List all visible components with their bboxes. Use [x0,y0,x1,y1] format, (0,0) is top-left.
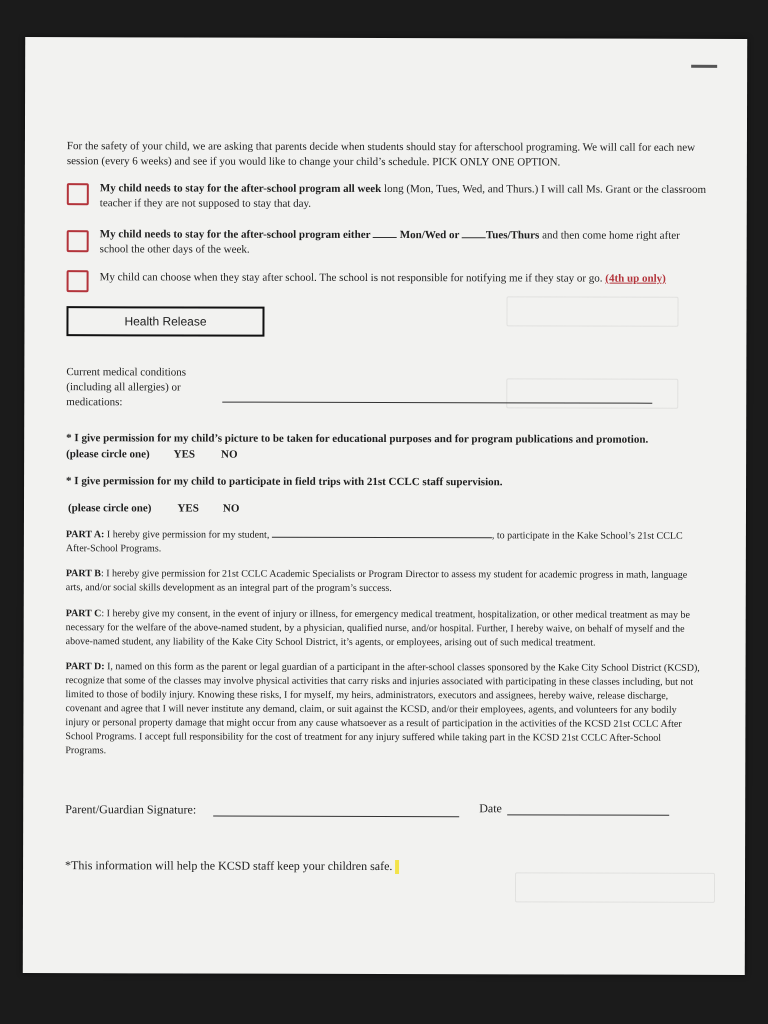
field-trip-no[interactable]: NO [222,502,240,515]
bleed-through-box [515,872,715,903]
checkbox-either[interactable] [67,230,89,252]
checkbox-all-week[interactable] [67,183,89,205]
field-trip-circle: (please circle one) YES NO [67,502,240,515]
part-c: PART C: I hereby give my consent, in the event of injury or illness, for emergency medical treatment, hospitalization, or other medical treatment as may be necessary for the welfare of the above-named student, by a physician, qualified nurse, and/or hospital. Further, I hereby waive, on behalf of myself and the above-named student, any liability of the Kake City School District, it’s agents, or employees, arising out of such medical treatment. [65,608,690,649]
part-d: PART D: I, named on this form as the parent or legal guardian of a participant in the after-school classes sponsored by the Kake City School District (KCSD), recognize that some of the classes may involve physical activities that carry risks and injuries associated with participating in these classes including, but not limited to those of bodily injury. Knowing these risks, I for myself, my heirs, administrators, executors and assignees, hereby waive, release discharge, covenant and agree that I will never institute any demand, claim, or suit against the KCSD, and/or their employees, agents, and volunteers for any bodily injury or personal property damage that might occur from any cause whatsoever as a result of participation in the activities of the KCSD 21st CCLC After School Programs. I accept full responsibility for the cost of treatment for any injury suffered while taking part in the KCSD 21st CCLC After-School Programs. [65,661,700,757]
picture-yes[interactable]: YES [173,448,196,461]
part-a: PART A: I hereby give permission for my student, , to participate in the Kake School’s 21st CCLC After-School Programs. [65,529,683,555]
medical-conditions-line[interactable] [222,402,652,404]
field-trip-permission: * I give permission for my child to participate in field trips with 21st CCLC staff supervision. [66,475,503,489]
date-label: Date [479,801,502,816]
picture-no[interactable]: NO [221,448,238,461]
bleed-through-box [506,378,678,408]
bleed-through-box [506,296,678,326]
blank-tues-thurs[interactable] [462,237,486,238]
field-trip-yes[interactable]: YES [177,502,199,515]
checkbox-choose[interactable] [67,270,89,292]
form-sheet: For the safety of your child, we are asking that parents decide when students should stay for afterschool programing. We will call for each new session (every 6 weeks) and see if you would like to change your child’s schedule. PICK ONLY ONE OPTION. My child needs to stay for the after-school program all week long (Mon, Tues, Wed, and Thurs.) I will call Ms. Grant or the classroom teacher if they are not supposed to stay that day. My child needs to stay for the after-school program either Mon/Wed or Tues/Thurs and then come home right after school the other days of the week. My child can choose when they stay after school. The school is not responsible for notifying me if they stay or go. (4th up only) Health Release Current medical conditions (including all allergies) or medications: * I give permission for my child’s picture to be taken for educational purposes and for program publications and promotion. (please circle one) YES NO * I give permission for my child to participate in field trips with 21st CCLC staff supervision. (please circle one) YES NO PART A: I hereby give permission for my student, , to participate in the Kake School’s 21st CCLC After-School Programs. PART B: I hereby give permission for 21st CCLC Academic Specialists or Program Director to assess my student for academic progress in math, language arts, and/or social skills development as an integral part of the program’s success. PART C: I hereby give my consent, in the event of injury or illness, for emergency medical treatment, hospitalization, or other medical treatment as may be necessary for the welfare of the above-named student, by a physician, qualified nurse, and/or hospital. Further, I hereby waive, on behalf of myself and the above-named student, any liability of the Kake City School District, it’s agents, or employees, arising out of such medical treatment. PART D: I, named on this form as the parent or legal guardian of a participant in the after-school classes sponsored by the Kake City School District (KCSD), recognize that some of the classes may involve physical activities that carry risks and injuries associated with participating in these classes including, but not limited to those of bodily injury. Knowing these risks, I for myself, my heirs, administrators, executors and assignees, hereby waive, release discharge, covenant and agree that I will never institute any demand, claim, or suit against the KCSD, and/or their employees, agents, and volunteers for any bodily injury or personal property damage that might occur from any cause whatsoever as a result of participation in the activities of the KCSD 21st CCLC After School Programs. I accept full responsibility for the cost of treatment for any injury suffered while taking part in the KCSD 21st CCLC After-School Programs. Parent/Guardian Signature: Date *This information will help the KCSD staff keep your children safe. [23,37,747,975]
footer-note: *This information will help the KCSD staff keep your children safe. [65,857,399,874]
picture-permission: * I give permission for my child’s picture to be taken for educational purposes and for program publications and promotion. (please circle one) YES NO [66,432,649,461]
student-name-line[interactable] [272,537,492,539]
signature-line[interactable] [213,816,459,818]
health-release-heading: Health Release [66,306,264,337]
signature-label: Parent/Guardian Signature: [65,802,197,817]
highlighter-mark [395,860,399,874]
intro-paragraph: For the safety of your child, we are asking that parents decide when students should stay for afterschool programing. We will call for each new session (every 6 weeks) and see if you would like to change your child’s schedule. PICK ONLY ONE OPTION. [66,140,696,169]
blank-mon-wed[interactable] [373,237,397,238]
medical-conditions-label: Current medical conditions (including all allergies) or medications: [66,366,187,409]
pen-mark [691,65,717,68]
part-b: PART B: I hereby give permission for 21st CCLC Academic Specialists or Program Director to assess my student for academic progress in math, language arts, and/or social skills development as an integral part of the program’s success. [65,568,688,595]
date-line[interactable] [507,814,669,815]
